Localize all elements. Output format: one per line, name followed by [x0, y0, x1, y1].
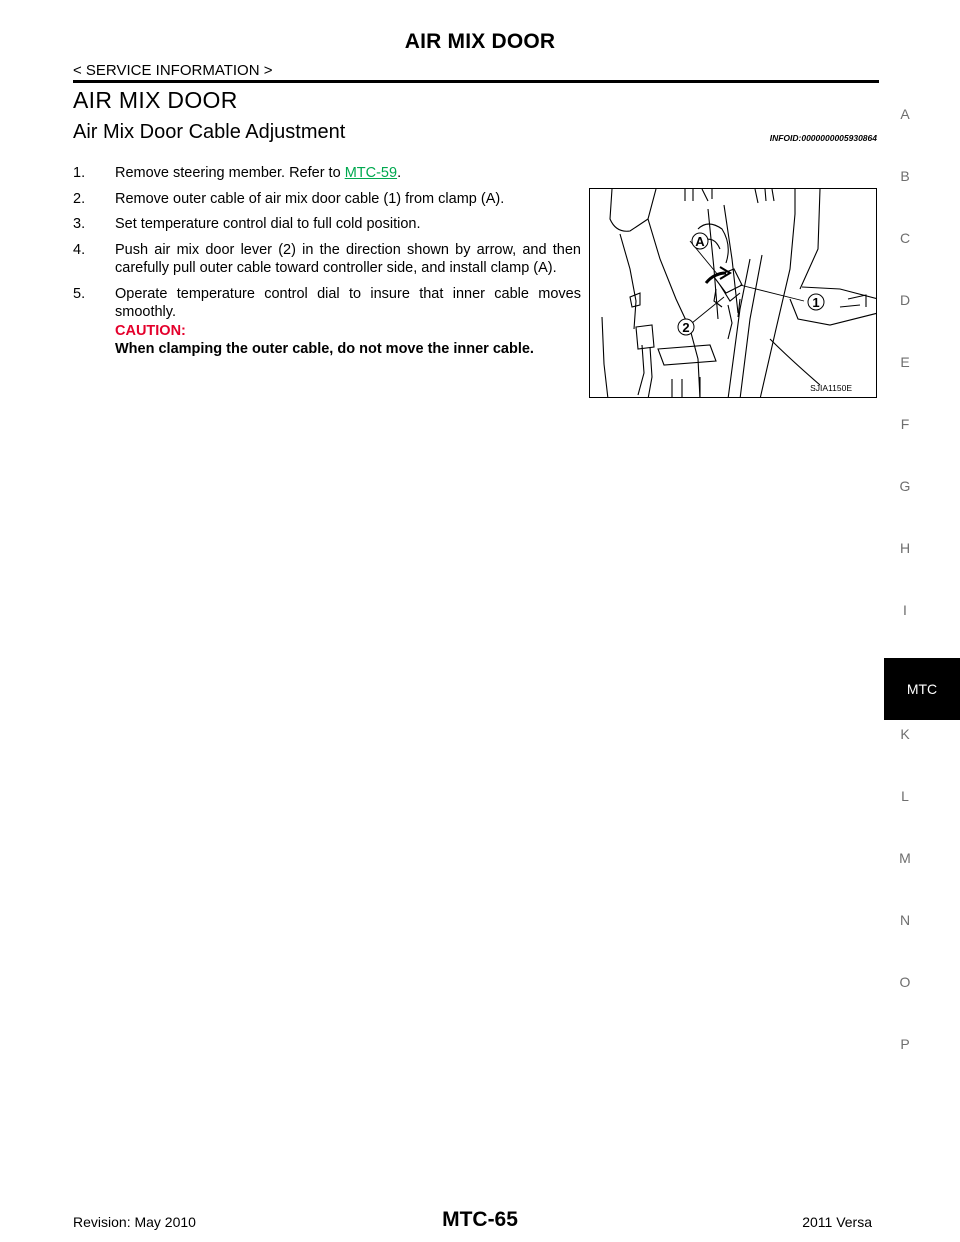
figure-code: SJIA1150E	[810, 383, 852, 393]
procedure-steps	[73, 164, 581, 366]
section-index	[880, 100, 938, 1092]
step-number: 4.	[73, 241, 86, 258]
info-id: INFOID:0000000005930864	[769, 133, 877, 143]
step-text: Remove steering member. Refer to	[115, 165, 345, 181]
caution-label: CAUTION:	[115, 322, 186, 339]
subtitle: Air Mix Door Cable Adjustment	[73, 121, 346, 143]
step-2	[73, 190, 581, 209]
callout-1: 1	[812, 295, 820, 310]
section-index-item-g[interactable]: G	[899, 478, 911, 494]
section-index-item-m[interactable]: M	[899, 850, 911, 866]
step-number: 5.	[73, 285, 86, 302]
section-index-item-d[interactable]: D	[899, 292, 911, 308]
section-index-item-h[interactable]: H	[899, 540, 911, 556]
section-index-item-o[interactable]: O	[899, 974, 911, 990]
callout-2: 2	[682, 320, 690, 335]
cable-adjustment-figure	[589, 188, 877, 398]
section-index-item-n[interactable]: N	[899, 912, 911, 928]
section-index-item-b[interactable]: B	[900, 168, 910, 184]
section-index-item-f[interactable]: F	[900, 416, 910, 432]
section-index-item-a[interactable]: A	[900, 106, 910, 122]
step-number: 3.	[73, 216, 86, 232]
line-drawing	[590, 189, 877, 398]
step-text: Remove outer cable of air mix door cable (1) from clamp (A).	[115, 190, 505, 207]
page-header-title: AIR MIX DOOR	[404, 30, 556, 53]
header-rule	[73, 80, 879, 83]
main-title: AIR MIX DOOR	[73, 87, 238, 113]
footer-model: 2011 Versa	[802, 1214, 872, 1230]
caution-text: When clamping the outer cable, do not move the inner cable.	[115, 341, 534, 357]
step-number: 1.	[73, 165, 86, 181]
step-text-end: .	[397, 165, 402, 181]
step-text: Operate temperature control dial to insure that inner cable moves smoothly.	[115, 285, 581, 320]
step-text: Set temperature control dial to full cold position.	[115, 216, 421, 232]
section-index-item-mtc[interactable]: MTC	[884, 658, 960, 720]
step-text: Push air mix door lever (2) in the direction shown by arrow, and then carefully pull outer cable toward controller side, and install clamp (A).	[115, 241, 581, 276]
section-index-item-k[interactable]: K	[900, 726, 910, 742]
footer-page-number: MTC-65	[442, 1208, 518, 1231]
section-index-item-c[interactable]: C	[899, 230, 911, 246]
step-5	[73, 285, 581, 359]
section-index-item-e[interactable]: E	[900, 354, 910, 370]
section-index-item-l[interactable]: L	[901, 788, 909, 804]
footer-revision: Revision: May 2010	[73, 1214, 196, 1230]
step-number: 2.	[73, 190, 86, 207]
section-index-item-i[interactable]: I	[903, 602, 907, 618]
step-3	[73, 215, 581, 234]
step-1	[73, 164, 581, 183]
section-index-item-p[interactable]: P	[900, 1036, 910, 1052]
mtc-59-link[interactable]: MTC-59	[344, 165, 398, 181]
section-tag: < SERVICE INFORMATION >	[73, 62, 273, 79]
callout-a: A	[695, 234, 705, 249]
step-4	[73, 241, 581, 278]
